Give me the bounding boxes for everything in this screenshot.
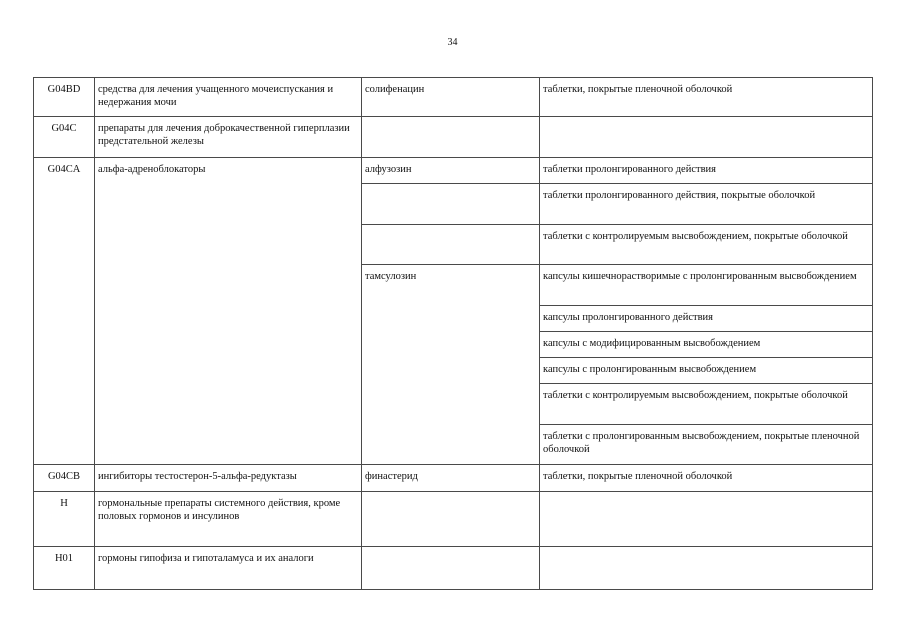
substance-name: алфузозин — [362, 158, 540, 184]
group-description: гормональные препараты системного действия, кроме половых гормонов и инсулинов — [95, 492, 362, 547]
dosage-form — [540, 547, 873, 590]
dosage-form: таблетки пролонгированного действия, покрытые оболочкой — [540, 184, 873, 225]
atc-code: G04C — [34, 117, 95, 158]
atc-code: H01 — [34, 547, 95, 590]
dosage-form: таблетки с пролонгированным высвобождением, покрытые пленочной оболочкой — [540, 425, 873, 465]
group-description: альфа-адреноблокаторы — [95, 158, 362, 465]
atc-code: G04CB — [34, 465, 95, 492]
table-row — [34, 492, 873, 547]
dosage-form: таблетки, покрытые пленочной оболочкой — [540, 465, 873, 492]
substance-name — [362, 492, 540, 547]
group-description: гормоны гипофиза и гипоталамуса и их аналоги — [95, 547, 362, 590]
substance-name: солифенацин — [362, 78, 540, 117]
drug-table — [33, 77, 873, 590]
dosage-form: капсулы кишечнорастворимые с пролонгированным высвобождением — [540, 265, 873, 306]
dosage-form: капсулы пролонгированного действия — [540, 306, 873, 332]
dosage-form — [540, 492, 873, 547]
substance-name: тамсулозин — [362, 265, 540, 465]
table-row — [34, 465, 873, 492]
atc-code: G04CA — [34, 158, 95, 465]
dosage-form: капсулы с модифицированным высвобождением — [540, 332, 873, 358]
dosage-form: таблетки, покрытые пленочной оболочкой — [540, 78, 873, 117]
substance-name — [362, 117, 540, 158]
substance-name-empty — [362, 225, 540, 265]
dosage-form: капсулы с пролонгированным высвобождением — [540, 358, 873, 384]
table-row — [34, 547, 873, 590]
substance-name — [362, 547, 540, 590]
group-description: ингибиторы тестостерон-5-альфа-редуктазы — [95, 465, 362, 492]
table-row — [34, 117, 873, 158]
atc-code: H — [34, 492, 95, 547]
dosage-form: таблетки с контролируемым высвобождением, покрытые оболочкой — [540, 225, 873, 265]
table-row — [34, 158, 873, 184]
group-description: средства для лечения учащенного мочеиспускания и недержания мочи — [95, 78, 362, 117]
page-number: 34 — [447, 37, 458, 48]
table-row — [34, 78, 873, 117]
dosage-form: таблетки с контролируемым высвобождением, покрытые оболочкой — [540, 384, 873, 425]
dosage-form: таблетки пролонгированного действия — [540, 158, 873, 184]
dosage-form — [540, 117, 873, 158]
substance-name-empty — [362, 184, 540, 225]
group-description: препараты для лечения доброкачественной гиперплазии предстательной железы — [95, 117, 362, 158]
atc-code: G04BD — [34, 78, 95, 117]
substance-name: финастерид — [362, 465, 540, 492]
